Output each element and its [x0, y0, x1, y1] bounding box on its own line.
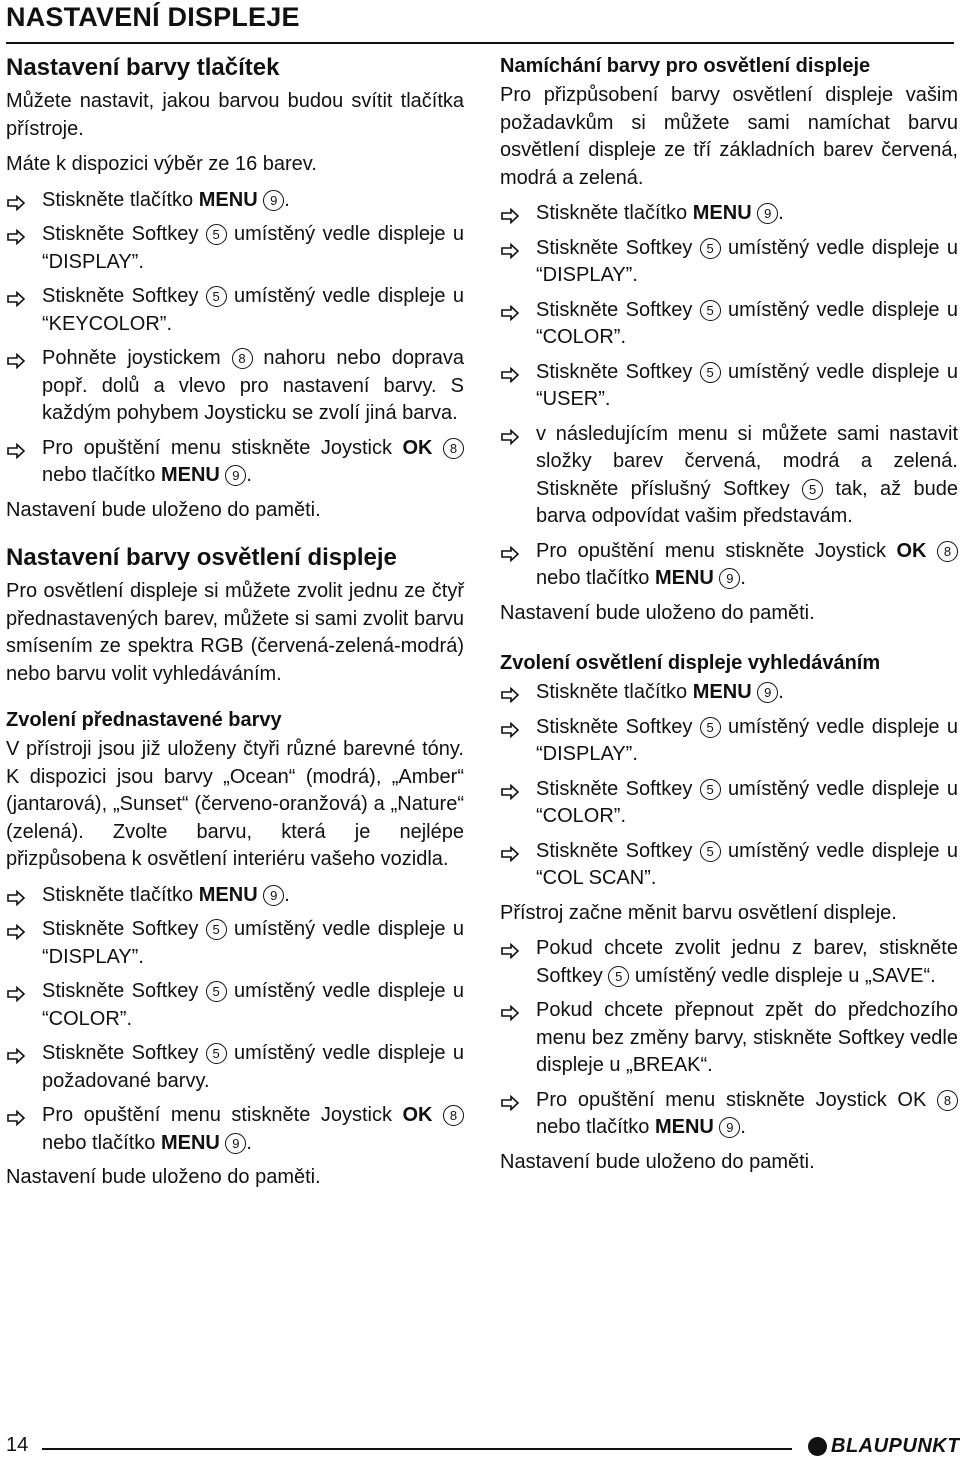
- key-number-badge: 9: [757, 682, 778, 703]
- key-number-badge: 5: [802, 479, 823, 500]
- step-item: Stiskněte Softkey 5 umístěný vedle displeje u “DISPLAY”.: [500, 714, 958, 769]
- key-number-badge: 9: [263, 190, 284, 211]
- key-number-badge: 9: [225, 465, 246, 486]
- title-rule: [6, 42, 954, 44]
- arrow-right-icon: [6, 1045, 26, 1061]
- key-number-badge: 9: [263, 885, 284, 906]
- step-item: Pokud chcete přepnout zpět do předchozího menu bez změny barvy, stiskněte Softkey vedle displeje u „BREAK“.: [500, 997, 958, 1080]
- arrow-right-icon: [500, 426, 520, 442]
- step-item: Stiskněte tlačítko MENU 9 .: [500, 200, 958, 228]
- step-item: Stiskněte Softkey 5 umístěný vedle displeje u “USER”.: [500, 359, 958, 414]
- arrow-right-icon: [6, 921, 26, 937]
- key-number-badge: 8: [443, 438, 464, 459]
- arrow-right-icon: [500, 302, 520, 318]
- key-number-badge: 5: [700, 300, 721, 321]
- paragraph: V přístroji jsou již uloženy čtyři různé barevné tóny. K dispozici jsou barvy „Ocean“ (modrá), „Amber“ (jantarová), „Sunset“ (červeno-oranžová) a „Nature“ (zelená). Zvolte barvu, která je nejlépe přizpůsobena k osvětlení interiéru vašeho vozidla.: [6, 738, 464, 870]
- paragraph: Pro přizpůsobení barvy osvětlení displeje vašim požadavkům si můžete sami namíchat barvu osvětlení displeje ze tří základních barev červená, modrá a zelená.: [500, 84, 958, 189]
- blaupunkt-dot-icon: [808, 1437, 827, 1456]
- section-title-mix-color: Namíchání barvy pro osvětlení displeje: [500, 55, 871, 77]
- section-title-display-color: Nastavení barvy osvětlení displeje: [6, 544, 397, 571]
- step-item: Stiskněte Softkey 5 umístěný vedle displeje u “COLOR”.: [500, 297, 958, 352]
- paragraph: Pro osvětlení displeje si můžete zvolit jednu ze čtyř přednastavených barev, můžete si sami zvolit barvu smísením ze spektra RGB (červená-zelená-modrá) nebo barvu volit vyhledáváním.: [6, 580, 464, 685]
- section-title-button-color: Nastavení barvy tlačítek: [6, 54, 280, 81]
- step-list: [500, 200, 958, 593]
- paragraph: Můžete nastavit, jakou barvou budou svítit tlačítka přístroje.: [6, 90, 464, 140]
- saved-note: Nastavení bude uloženo do paměti.: [6, 498, 321, 521]
- key-number-badge: 9: [225, 1133, 246, 1154]
- arrow-right-icon: [500, 940, 520, 956]
- section-title-preset-color: Zvolení přednastavené barvy: [6, 709, 282, 731]
- arrow-right-icon: [6, 288, 26, 304]
- page-number: 14: [6, 1434, 29, 1456]
- key-number-badge: 5: [700, 841, 721, 862]
- step-list: [6, 187, 464, 490]
- saved-note: Nastavení bude uloženo do paměti.: [500, 1150, 815, 1173]
- arrow-right-icon: [6, 1107, 26, 1123]
- arrow-right-icon: [6, 192, 26, 208]
- step-item: Stiskněte Softkey 5 umístěný vedle displeje u “COL SCAN”.: [500, 838, 958, 893]
- arrow-right-icon: [500, 1002, 520, 1018]
- step-item: Stiskněte Softkey 5 umístěný vedle displeje u “COLOR”.: [500, 776, 958, 831]
- key-number-badge: 5: [700, 238, 721, 259]
- arrow-right-icon: [500, 684, 520, 700]
- step-item: Pokud chcete zvolit jednu z barev, stiskněte Softkey 5 umístěný vedle displeje u „SAVE“.: [500, 935, 958, 990]
- arrow-right-icon: [6, 887, 26, 903]
- step-list: [500, 935, 958, 1142]
- key-number-badge: 5: [206, 919, 227, 940]
- brand-logo: [808, 1435, 960, 1458]
- arrow-right-icon: [500, 543, 520, 559]
- step-item: Pro opuštění menu stiskněte Joystick OK 8 nebo tlačítko MENU 9 .: [6, 435, 464, 490]
- key-number-badge: 8: [232, 348, 253, 369]
- key-number-badge: 5: [206, 224, 227, 245]
- step-item: Stiskněte Softkey 5 umístěný vedle displeje u “COLOR”.: [6, 978, 464, 1033]
- arrow-right-icon: [6, 350, 26, 366]
- paragraph: Přístroj začne měnit barvu osvětlení displeje.: [500, 901, 897, 924]
- step-item: Pro opuštění menu stiskněte Joystick OK 8 nebo tlačítko MENU 9 .: [500, 538, 958, 593]
- key-number-badge: 9: [757, 203, 778, 224]
- step-item: Stiskněte Softkey 5 umístěný vedle displeje u “KEYCOLOR”.: [6, 283, 464, 338]
- key-number-badge: 9: [719, 568, 740, 589]
- step-list: [6, 882, 464, 1158]
- arrow-right-icon: [500, 719, 520, 735]
- arrow-right-icon: [6, 983, 26, 999]
- step-item: v následujícím menu si můžete sami nastavit složky barev červená, modrá a zelená. Stiskněte příslušný Softkey 5 tak, až bude barva odpovídat vašim představám.: [500, 421, 958, 531]
- saved-note: Nastavení bude uloženo do paměti.: [6, 1166, 321, 1188]
- left-column: [6, 52, 464, 1192]
- key-number-badge: 8: [937, 1090, 958, 1111]
- arrow-right-icon: [500, 843, 520, 859]
- key-number-badge: 5: [700, 362, 721, 383]
- key-number-badge: 5: [700, 717, 721, 738]
- step-item: Pro opuštění menu stiskněte Joystick OK 8 nebo tlačítko MENU 9 .: [500, 1087, 958, 1142]
- step-item: Stiskněte tlačítko MENU 9 .: [500, 679, 958, 707]
- key-number-badge: 8: [937, 541, 958, 562]
- step-item: Stiskněte Softkey 5 umístěný vedle displeje u “DISPLAY”.: [500, 235, 958, 290]
- key-number-badge: 8: [443, 1105, 464, 1126]
- key-number-badge: 9: [719, 1117, 740, 1138]
- key-number-badge: 5: [206, 981, 227, 1002]
- arrow-right-icon: [500, 1092, 520, 1108]
- step-item: Pro opuštění menu stiskněte Joystick OK 8 nebo tlačítko MENU 9 .: [6, 1102, 464, 1157]
- step-item: Stiskněte Softkey 5 umístěný vedle displeje u “DISPLAY”.: [6, 221, 464, 276]
- page-title: NASTAVENÍ DISPLEJE: [6, 2, 300, 32]
- key-number-badge: 5: [206, 286, 227, 307]
- step-item: Stiskněte tlačítko MENU 9 .: [6, 882, 464, 910]
- step-item: Stiskněte Softkey 5 umístěný vedle displeje u “DISPLAY”.: [6, 916, 464, 971]
- arrow-right-icon: [500, 364, 520, 380]
- arrow-right-icon: [500, 205, 520, 221]
- arrow-right-icon: [500, 781, 520, 797]
- step-list: [500, 679, 958, 893]
- paragraph: Máte k dispozici výběr ze 16 barev.: [6, 153, 317, 175]
- step-item: Stiskněte Softkey 5 umístěný vedle displeje u požadované barvy.: [6, 1040, 464, 1095]
- arrow-right-icon: [500, 240, 520, 256]
- footer-rule: [42, 1448, 792, 1450]
- arrow-right-icon: [6, 440, 26, 456]
- key-number-badge: 5: [700, 779, 721, 800]
- key-number-badge: 5: [206, 1043, 227, 1064]
- right-column: [500, 52, 958, 1176]
- section-title-scan-color: Zvolení osvětlení displeje vyhledáváním: [500, 652, 881, 674]
- step-item: Pohněte joystickem 8 nahoru nebo doprava popř. dolů a vlevo pro nastavení barvy. S každým pohybem Joysticku se zvolí jiná barva.: [6, 345, 464, 428]
- brand-name: BLAUPUNKT: [831, 1435, 960, 1457]
- step-item: Stiskněte tlačítko MENU 9 .: [6, 187, 464, 215]
- arrow-right-icon: [6, 226, 26, 242]
- saved-note: Nastavení bude uloženo do paměti.: [500, 601, 815, 624]
- key-number-badge: 5: [608, 966, 629, 987]
